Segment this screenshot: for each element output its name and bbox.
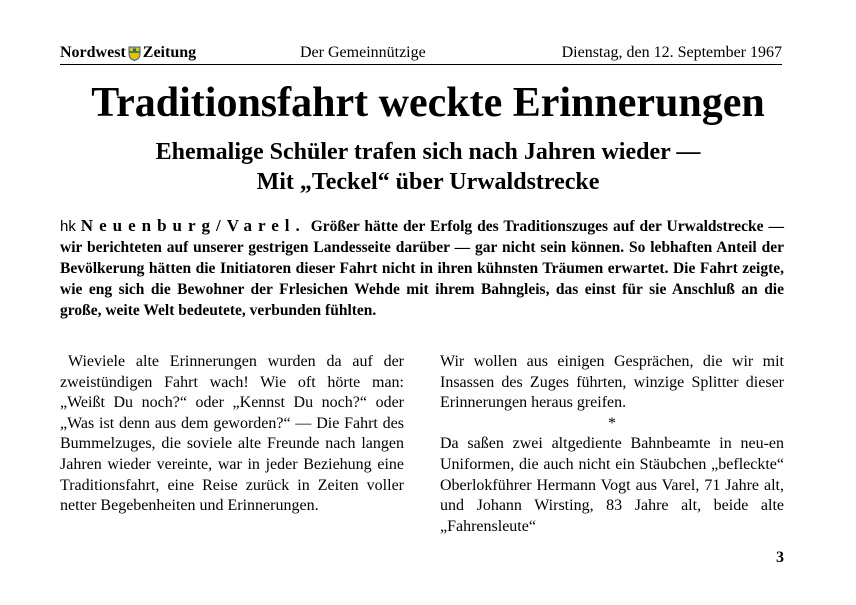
masthead-word-zeitung: Zeitung: [142, 44, 197, 61]
section-separator: *: [608, 414, 616, 432]
body-paragraph: Wieviele alte Erinnerungen wurden da auf der zweistündigen Fahrt wach! Wie oft hörte man: „Weißt Du noch?“ oder „Kennst Du noch?“ oder „Was ist denn aus dem geworden?“ — Die Fahrt des Bummelzuges, die soviele alte Freunde nach langen Jahren wieder vereinte, war in jeder Beziehung eine Traditionsfahrt, eine Reise zurück in Zeiten voller netter Begebenheiten und Erinnerungen.: [60, 353, 404, 515]
issue-date: Dienstag, den 12. September 1967: [561, 44, 782, 61]
subheadline-line-1: Ehemalige Schüler trafen sich nach Jahren wieder —: [155, 139, 701, 165]
dateline: Neuenburg/Varel.: [80, 216, 306, 235]
masthead-word-nordwest: Nordwest: [60, 44, 126, 61]
body-paragraph: Da saßen zwei altgediente Bahnbeamte in neu-en Uniformen, die auch nicht ein Stäubchen „befleckte“ Oberlokführer Hermann Vogt aus Varel, 71 Jahre alt, und Johann Wirsting, 83 Jahre alt, beide alte „Fahrensleute“: [440, 435, 784, 535]
header-rule: [60, 64, 782, 65]
lead-paragraph: [60, 215, 784, 321]
headline: Traditionsfahrt weckte Erinnerungen: [91, 80, 765, 126]
coat-of-arms-icon: [128, 46, 141, 61]
supplement-name: Der Gemeinnützige: [300, 44, 426, 61]
page-number: 3: [776, 549, 784, 566]
newspaper-header: [60, 44, 782, 64]
lead-text: Größer hätte der Erfolg des Traditionszuges auf der Urwaldstrecke — wir berichteten auf unserer gestrigen Landesseite darüber — gar nicht sein können. So lebhaften Anteil der Bevölkerung hätten die Initiatoren dieser Fahrt nicht in ihren kühnsten Träumen erwartet. Die Fahrt zeigte, wie eng sich die Bewohner der Frlesichen Wehde mit ihrem Bahngleis, das einst für sie Anschluß an die große, weite Welt bedeutete, verbunden fühlten.: [60, 218, 785, 319]
article-column-right: [440, 352, 784, 537]
author-initials: hk: [60, 218, 76, 235]
body-paragraph: Wir wollen aus einigen Gesprächen, die wir mit Insassen des Zuges führten, winzige Splitter dieser Erinnerungen heraus greifen.: [440, 353, 784, 412]
subheadline: [0, 137, 856, 197]
subheadline-line-2: Mit „Teckel“ über Urwaldstrecke: [256, 169, 600, 195]
article-column-left: [60, 352, 404, 517]
masthead: [60, 44, 196, 62]
